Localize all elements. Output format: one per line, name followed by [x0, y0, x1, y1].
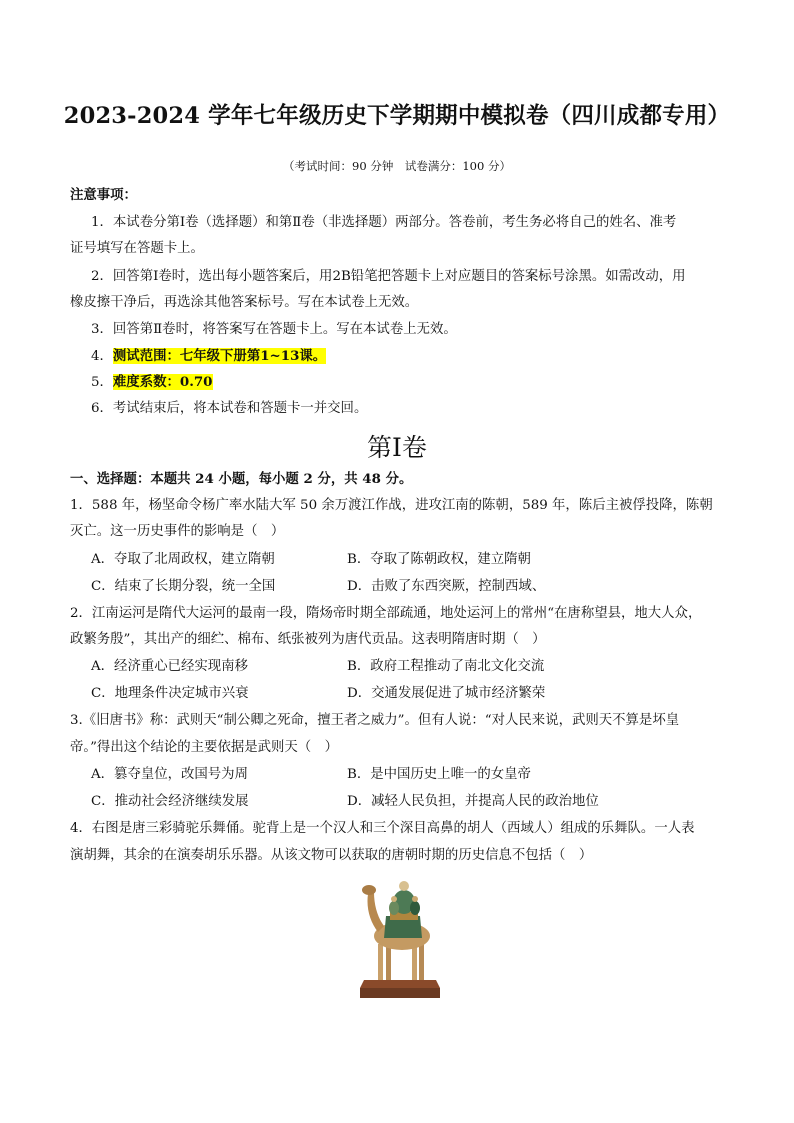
part-title: 第Ⅰ卷 — [367, 433, 427, 462]
question-1-stem: 灭亡。这一历史事件的影响是（ ） — [70, 524, 285, 539]
note-line: 3．回答第Ⅱ卷时，将答案写在答题卡上。写在本试卷上无效。 — [91, 322, 457, 337]
note-line: 6．考试结束后，将本试卷和答题卡一并交回。 — [91, 401, 368, 416]
question-2-stem: 2．江南运河是隋代大运河的最南一段，隋炀帝时期全部疏通，地处运河上的常州“在唐称望县，地大人众， — [70, 606, 702, 621]
note-item-5 — [91, 373, 213, 392]
question-2-option-d: D．交通发展促进了城市经济繁荣 — [347, 686, 546, 701]
question-2-option-b: B．政府工程推动了南北文化交流 — [347, 659, 545, 674]
question-2-stem: 政繁务殷”，其出产的细纻、棉布、纸张被列为唐代贡品。这表明隋唐时期（ ） — [70, 632, 546, 647]
question-4-stem: 4．右图是唐三彩骑驼乐舞俑。驼背上是一个汉人和三个深目高鼻的胡人（西域人）组成的乐舞队。一人表 — [70, 821, 695, 836]
note-item-4-number: 4． — [91, 349, 113, 364]
question-1-option-c: C．结束了长期分裂，统一全国 — [91, 579, 276, 594]
question-3-option-d: D．减轻人民负担，并提高人民的政治地位 — [347, 794, 599, 809]
notes-heading: 注意事项： — [70, 187, 137, 203]
question-2-option-c: C．地理条件决定城市兴衰 — [91, 686, 249, 701]
note-line: 1．本试卷分第Ⅰ卷（选择题）和第Ⅱ卷（非选择题）两部分。答卷前，考生务必将自己的姓名、准考 — [91, 215, 677, 230]
test-scope-highlight: 测试范围：七年级下册第1~13课。 — [112, 348, 327, 364]
note-item-4 — [91, 347, 326, 366]
question-1-option-b: B．夺取了陈朝政权，建立隋朝 — [347, 552, 531, 567]
note-item-5-number: 5． — [91, 375, 113, 390]
question-3-stem: 帝。”得出这个结论的主要依据是武则天（ ） — [70, 740, 338, 755]
note-line: 证号填写在答题卡上。 — [70, 241, 204, 256]
question-3-option-b: B．是中国历史上唯一的女皇帝 — [347, 767, 531, 782]
question-3-stem: 3.《旧唐书》称：武则天“制公卿之死命，擅王者之威力”。但有人说：“对人民来说，武则天不算是坏皇 — [70, 713, 680, 728]
difficulty-highlight: 难度系数：0.70 — [112, 374, 213, 390]
camel-figurine-image — [360, 872, 440, 998]
note-line: 橡皮擦干净后，再选涂其他答案标号。写在本试卷上无效。 — [70, 295, 419, 310]
note-line: 2．回答第Ⅰ卷时，选出每小题答案后，用2B铅笔把答题卡上对应题目的答案标号涂黑。如需改动，用 — [91, 269, 686, 284]
question-3-option-c: C．推动社会经济继续发展 — [91, 794, 249, 809]
question-3-option-a: A．篡夺皇位，改国号为周 — [91, 767, 248, 782]
question-4-stem: 演胡舞，其余的在演奏胡乐乐器。从该文物可以获取的唐朝时期的历史信息不包括（ ） — [70, 848, 593, 863]
question-1-stem: 1．588 年，杨坚命令杨广率水陆大军 50 余万渡江作战，进攻江南的陈朝，589 年，陈后主被俘投降，陈朝 — [70, 498, 713, 513]
exam-title: 2023-2024 学年七年级历史下学期期中模拟卷（四川成都专用） — [63, 103, 731, 129]
question-1-option-a: A．夺取了北周政权，建立隋朝 — [91, 552, 275, 567]
question-1-option-d: D．击败了东西突厥，控制西域、 — [347, 579, 546, 594]
exam-subtitle: （考试时间：90 分钟 试卷满分：100 分） — [283, 159, 511, 173]
section-heading: 一、选择题：本题共 24 小题，每小题 2 分，共 48 分。 — [70, 471, 413, 487]
question-2-option-a: A．经济重心已经实现南移 — [91, 659, 248, 674]
